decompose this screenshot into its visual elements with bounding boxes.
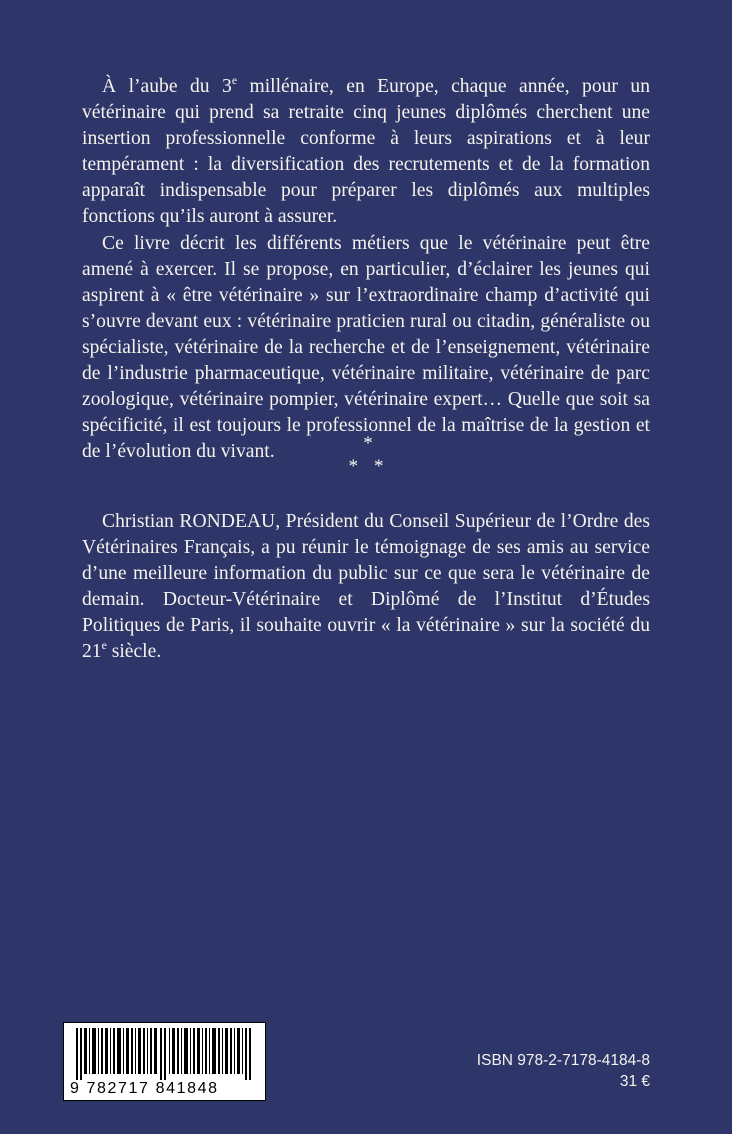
barcode-bars xyxy=(74,1028,257,1080)
author-text-a: Christian RONDEAU, Président du Conseil Supérieur de l’Ordre des Vétérinaires Français, a pu réunir le témoignage de ses amis au service d’une meilleure information du public sur ce que sera le vétérinaire de demain. Docteur-Vétérinaire et Diplômé de l’Institut d’Études Politiques de Paris, il souhaite ouvrir « la vétérinaire » sur la société du 21 xyxy=(82,511,650,662)
barcode-digits: 9 782717 841848 xyxy=(70,1080,219,1097)
author-bio xyxy=(82,509,650,665)
separator-star-top: * xyxy=(363,433,373,454)
separator-star-row xyxy=(0,457,732,477)
price: 31 € xyxy=(619,1073,650,1090)
separator-star-left: * xyxy=(348,456,358,477)
intro-p1-superscript: e xyxy=(231,73,238,87)
barcode xyxy=(63,1022,266,1101)
intro-paragraph-2: Ce livre décrit les différents métiers que le vétérinaire peut être amené à exercer. Il se propose, en particulier, d’éclairer les jeunes qui aspirent à « être vétérinaire » sur l’extraordinaire champ d’activité qui s’ouvre devant eux : vétérinaire praticien rural ou citadin, généraliste ou spécialiste, vétérinaire de la recherche et de l’enseignement, vétérinaire de l’industrie pharmaceutique, vétérinaire militaire, vétérinaire de parc zoologique, vétérinaire pompier, vétérinaire expert… Quelle que soit sa spécificité, il est toujours le professionnel de la maîtrise de la gestion et de l’évolution du vivant. xyxy=(82,233,650,462)
intro-text xyxy=(82,74,650,465)
author-paragraph xyxy=(82,509,650,665)
isbn: ISBN 978-2-7178-4184-8 xyxy=(476,1052,650,1069)
intro-p1-text-a: À l’aube du 3 xyxy=(102,76,232,97)
separator-star-right: * xyxy=(374,456,384,477)
intro-paragraph-1 xyxy=(82,74,650,230)
author-text-b: siècle. xyxy=(106,641,162,662)
intro-p1-text-b: millénaire, en Europe, chaque année, pour un vétérinaire qui prend sa retraite cinq jeunes diplômés cherchent une insertion professionnelle conforme à leurs aspirations et à leur tempérament : la diversification des recrutements et de la formation apparaît indispensable pour préparer les diplômés aux multiples fonctions qu’ils auront à assurer. xyxy=(82,76,650,227)
author-superscript: e xyxy=(101,638,107,652)
